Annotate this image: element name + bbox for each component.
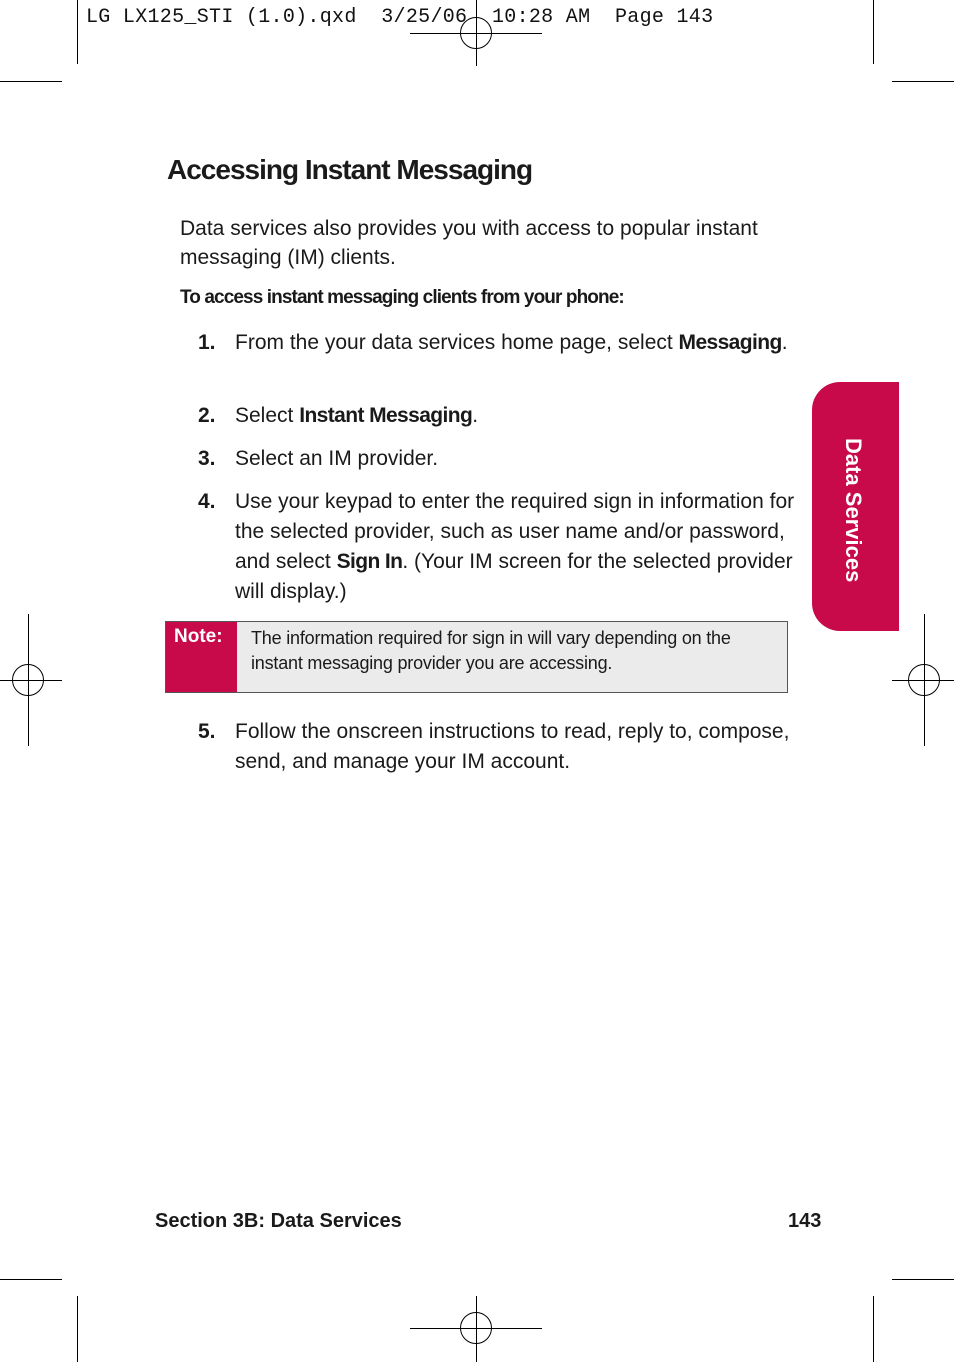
step-number: 2. [198,404,216,427]
registration-mark [12,664,44,696]
page-title: Accessing Instant Messaging [167,154,533,185]
crop-mark [892,81,954,82]
step-text: Use your keypad to enter the required sign in information for the selected provider, such as user name and/or password, and select Sign In. (Your IM screen for the selected provider will display.) [235,490,795,603]
step-text: Follow the onscreen instructions to read, reply to, compose, send, and manage your IM account. [235,720,790,773]
note-label: Note: [166,622,237,692]
step-number: 3. [198,447,216,470]
step-number: 5. [198,720,216,743]
crop-mark [873,1296,874,1362]
registration-mark [908,664,940,696]
intro-paragraph: Data services also provides you with access to popular instant messaging (IM) clients. [180,217,758,269]
crop-mark [77,1296,78,1362]
page-number: 143 [788,1210,822,1232]
footer-section: Section 3B: Data Services [155,1210,402,1232]
crop-mark [0,1279,62,1280]
procedure-heading: To access instant messaging clients from your phone: [180,287,624,308]
registration-mark [460,1312,492,1344]
step-text: From the your data services home page, select Messaging. [235,331,788,354]
step-number: 1. [198,331,216,354]
step-number: 4. [198,490,216,513]
step-text: Select Instant Messaging. [235,404,479,427]
menu-item-term: Sign In [336,550,403,573]
note-text: The information required for sign in will vary depending on the instant messaging provider you are accessing. [251,628,731,673]
menu-item-term: Instant Messaging [299,404,473,427]
menu-item-term: Messaging [678,331,782,354]
note-box [165,621,788,693]
crop-mark [892,1279,954,1280]
step-text: Select an IM provider. [235,447,439,470]
crop-mark [873,0,874,64]
crop-mark [77,0,78,64]
section-tab-label: Data Services [841,438,866,583]
file-slug: LG LX125_STI (1.0).qxd 3/25/06 10:28 AM Page 143 [86,6,714,29]
crop-mark [0,81,62,82]
